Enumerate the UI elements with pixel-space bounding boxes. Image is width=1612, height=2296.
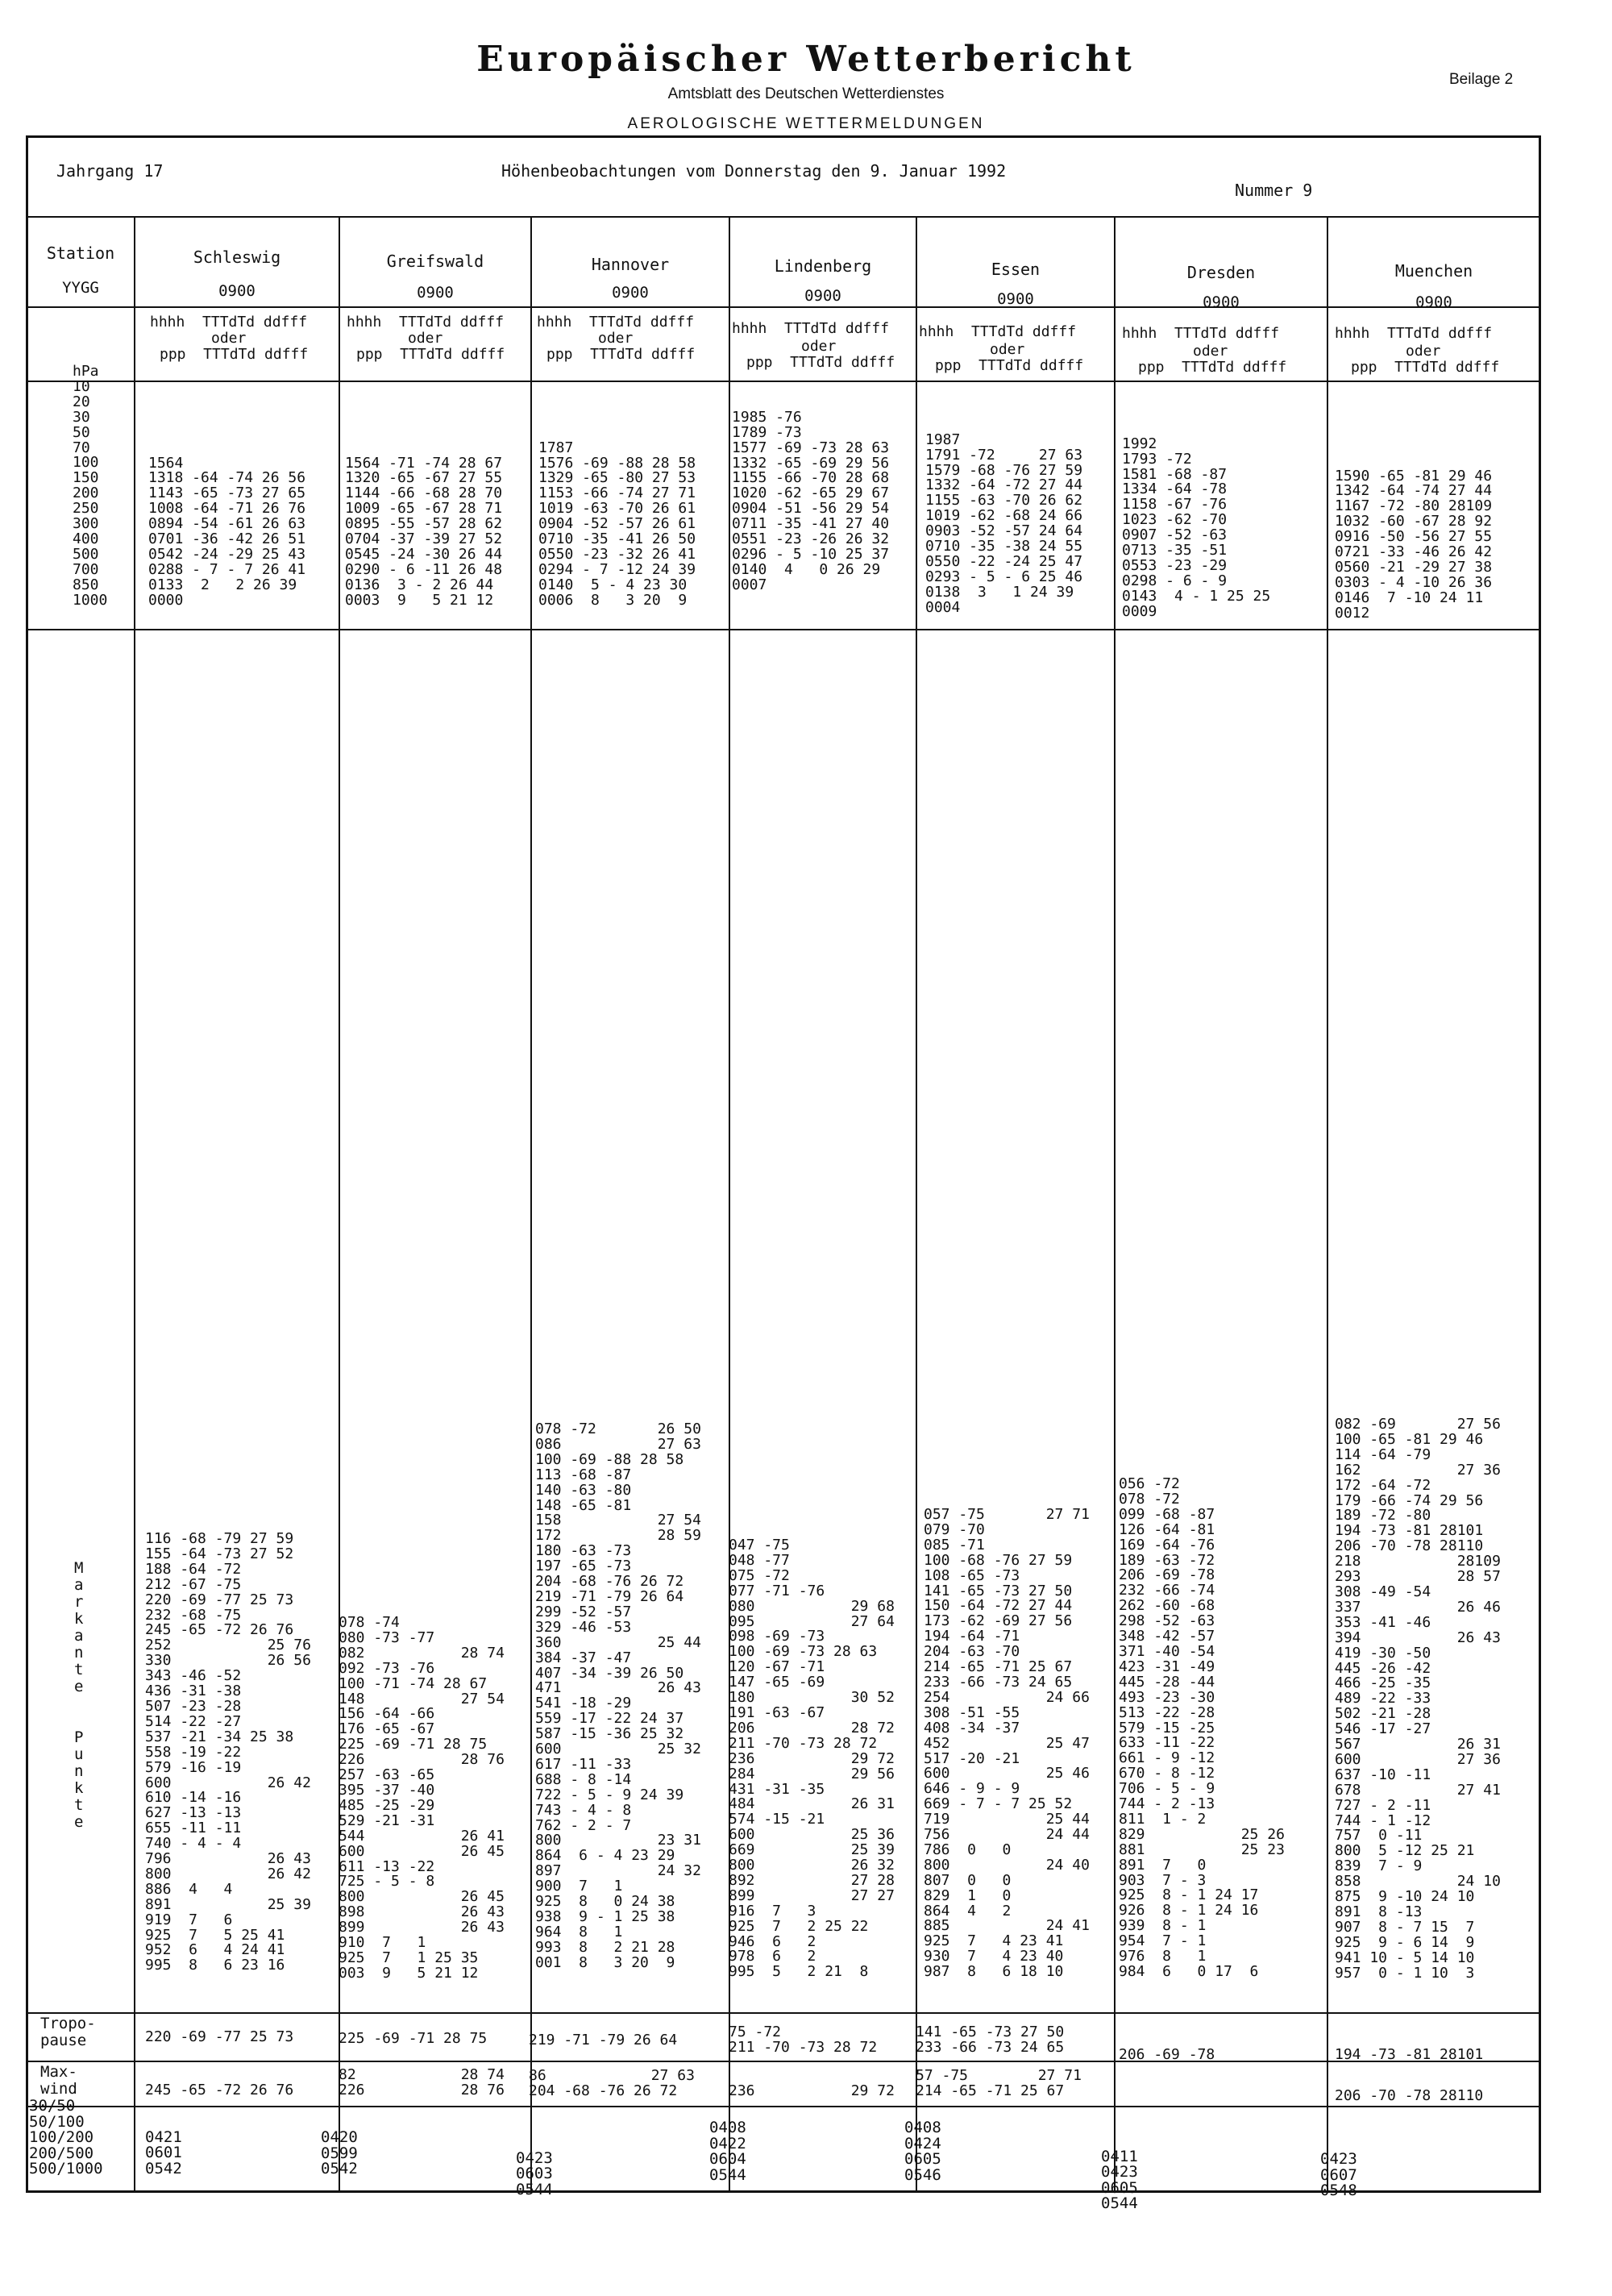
column-header-hhhh: hhhh TTTdTd ddfff (1335, 325, 1493, 342)
significant-points: 057 -75 27 71 079 -70 085 -71 100 -68 -76 27 59 108 -65 -73 141 -65 -73 27 50 150 -64 -72 27 44 173 -62 -69 27 56 194 -64 -71 204 -63 -70 214 -65 -71 25 67 233 -66 -73 24 65 254 24 66 308 -51 -55 408 -34 -37 452 25 47 517 -20 -21 600 25 46 646 - 9 - 9 669 - 7 - 7 25 52 719 25 44 756 24 44 786 0 0 800 24 40 807 0 0 829 1 0 864 4 2 885 24 41 925 7 4 23 41 930 7 4 23 40 987 8 6 18 10 (924, 1506, 1090, 1981)
station-name: Hannover (591, 255, 670, 274)
station-name: Dresden (1186, 263, 1256, 282)
significant-points: 116 -68 -79 27 59 155 -64 -73 27 52 188 -64 -72 212 -67 -75 220 -69 -77 25 73 232 -68 -75 245 -65 -72 26 76 252 25 76 330 26 56 343 -46 -52 436 -31 -38 507 -23 -28 514 -22 -27 537 -21 -34 25 38 558 -19 -22 579 -16 -19 600 26 42 610 -14 -16 627 -13 -13 655 -11 -11 740 - 4 - 4 796 26 43 800 26 42 886 4 4 891 25 39 919 7 6 925 7 5 25 41 952 6 4 24 41 995 8 6 23 16 (145, 1530, 311, 1974)
standard-levels: 1564 1318 -64 -74 26 56 1143 -65 -73 27 65 1008 -64 -71 26 76 0894 -54 -61 26 63 0701 -36 -42 26 51 0542 -24 -29 25 43 0288 - 7 - 7 26 41 0133 2 2 26 39 0000 (148, 454, 306, 609)
column-header-ppp: ppp TTTdTd ddfff (1138, 359, 1287, 376)
column-header-hhhh: hhhh TTTdTd ddfff (732, 320, 890, 337)
column-header-ppp: ppp TTTdTd ddfff (746, 354, 895, 371)
column-header-hhhh: hhhh TTTdTd ddfff (347, 314, 505, 331)
shear-data: 0408 0422 0604 0544 (709, 2119, 746, 2184)
station-name: Schleswig (193, 247, 281, 267)
observation-heading: Höhenbeobachtungen vom Donnerstag den 9. Januar 1992 (501, 161, 1007, 181)
station-name: Essen (991, 260, 1041, 279)
shear-data: 0423 0603 0544 (516, 2148, 553, 2198)
column-header-hhhh: hhhh TTTdTd ddfff (150, 314, 308, 331)
tropopause-data: 194 -73 -81 28101 (1335, 2046, 1484, 2063)
markante-punkte-label: M a r k a n t e P u n k t e (74, 1559, 84, 1831)
significant-points: 082 -69 27 56 100 -65 -81 29 46 114 -64 -79 162 27 36 172 -64 -72 179 -66 -74 29 56 189 -72 -80 194 -73 -81 28101 206 -70 -78 28110 218 28109 293 28 57 308 -49 -54 337 26 46 353 -41 -46 394 26 43 419 -30 -50 445 -26 -42 466 -25 -35 489 -22 -33 502 -21 -28 546 -17 -27 567 26 31 600 27 36 637 -10 -11 678 27 41 727 - 2 -11 744 - 1 -12 757 0 -11 800 5 -12 25 21 839 7 - 9 858 24 10 875 9 -10 24 10 891 8 -13 907 8 - 7 15 7 925 9 - 6 14 9 941 10 - 5 14 10 957 0 - 1 10 3 (1335, 1416, 1501, 1982)
column-header-ppp: ppp TTTdTd ddfff (935, 357, 1084, 374)
rule-info (26, 216, 1541, 218)
station-name: Lindenberg (774, 256, 872, 276)
column-header-oder: oder (211, 330, 247, 347)
shear-label: 30/50 50/100 100/200 200/500 500/1000 (29, 2097, 103, 2177)
significant-points: 047 -75 048 -77 075 -72 077 -71 -76 080 29 68 095 27 64 098 -69 -73 100 -69 -73 28 63 120 -67 -71 147 -65 -69 180 30 52 191 -63 -67 206 28 72 211 -70 -73 28 72 236 29 72 284 29 56 431 -31 -35 484 26 31 574 -15 -21 600 25 36 669 25 39 800 26 32 892 27 28 899 27 27 916 7 3 925 7 2 25 22 946 6 2 978 6 2 995 5 2 21 8 (729, 1537, 895, 1981)
column-header-oder: oder (990, 341, 1025, 358)
divider-col-6 (1114, 216, 1116, 2193)
column-header-ppp: ppp TTTdTd ddfff (160, 346, 309, 363)
column-header-ppp: ppp TTTdTd ddfff (1351, 359, 1500, 376)
rule-standard-levels (26, 629, 1541, 630)
divider-col-7 (1327, 216, 1328, 2193)
tropopause-data: 225 -69 -71 28 75 (339, 2030, 488, 2047)
hpa-levels: hPa 10 20 30 50 70 100 150 200 250 300 400 500 700 850 1000 (73, 363, 108, 609)
tropopause-data: 219 -71 -79 26 64 (529, 2032, 678, 2049)
station-name: Muenchen (1394, 261, 1473, 281)
divider-col-5 (916, 216, 917, 2193)
column-header-oder: oder (1406, 343, 1441, 360)
maxwind-data: 82 28 74 226 28 76 (339, 2066, 505, 2098)
maxwind-data: 57 -75 27 71 214 -65 -71 25 67 (916, 2067, 1082, 2099)
maxwind-label: Max- wind (40, 2063, 77, 2098)
column-header-oder: oder (598, 330, 634, 347)
significant-points: 078 -72 26 50 086 27 63 100 -69 -88 28 58 113 -68 -87 140 -63 -80 148 -65 -81 158 27 54 172 28 59 180 -63 -73 197 -65 -73 204 -68 -76 26 72 219 -71 -79 26 64 299 -52 -57 329 -46 -53 360 25 44 384 -37 -47 407 -34 -39 26 50 471 26 43 541 -18 -29 559 -17 -22 24 37 587 -15 -36 25 32 600 25 32 617 -11 -33 688 - 8 -14 722 - 5 - 9 24 39 743 - 4 - 8 762 - 2 - 7 800 23 31 864 6 - 4 23 29 897 24 32 900 7 1 925 8 0 24 38 938 9 - 1 25 38 964 8 1 993 8 2 21 28 001 8 3 20 9 (535, 1420, 701, 1971)
tropopause-data: 75 -72 211 -70 -73 28 72 (729, 2024, 878, 2056)
column-header-oder: oder (408, 330, 443, 347)
tropopause-label: Tropo- pause (40, 2015, 96, 2049)
column-header-hhhh: hhhh TTTdTd ddfff (537, 314, 695, 331)
tropopause-data: 141 -65 -73 27 50 233 -66 -73 24 65 (916, 2024, 1065, 2056)
divider-col-3 (530, 216, 532, 2193)
column-header-oder: oder (1193, 343, 1228, 360)
significant-points: 078 -74 080 -73 -77 082 28 74 092 -73 -76 100 -71 -74 28 67 148 27 54 156 -64 -66 176 -65 -67 225 -69 -71 28 75 226 28 76 257 -63 -65 395 -37 -40 485 -25 -29 529 -21 -31 544 26 41 600 26 45 611 -13 -22 725 - 5 - 8 800 26 45 898 26 43 899 26 43 910 7 1 925 7 1 25 35 003 9 5 21 12 (339, 1614, 505, 1982)
yygg-label: YYGG (62, 279, 99, 297)
station-time: 0900 (804, 287, 841, 305)
shear-data: 0423 0607 0548 (1320, 2150, 1357, 2199)
standard-levels: 1985 -76 1789 -73 1577 -69 -73 28 63 1332 -65 -69 29 56 1155 -66 -70 28 68 1020 -62 -65 29 67 0904 -51 -56 29 54 0711 -35 -41 27 40 0551 -23 -26 26 32 0296 - 5 -10 25 37 0140 4 0 26 29 0007 (732, 408, 890, 593)
page-title: Europäischer Wetterbericht (476, 39, 1136, 80)
tropopause-data: 206 -69 -78 (1119, 2046, 1215, 2063)
jahrgang-label: Jahrgang 17 (56, 161, 164, 181)
column-header-hhhh: hhhh TTTdTd ddfff (919, 323, 1077, 340)
section-title: AEROLOGISCHE WETTERMELDUNGEN (627, 115, 985, 132)
rule-significant-points (26, 2012, 1541, 2014)
station-time: 0900 (1203, 293, 1240, 311)
supplement-label: Beilage 2 (1449, 71, 1514, 88)
issue-number: Nummer 9 (1235, 181, 1313, 200)
station-name: Greifswald (386, 252, 484, 271)
maxwind-data: 206 -70 -78 28110 (1335, 2086, 1484, 2104)
page-subtitle: Amtsblatt des Deutschen Wetterdienstes (667, 85, 945, 102)
column-header-hhhh: hhhh TTTdTd ddfff (1122, 325, 1280, 342)
standard-levels: 1590 -65 -81 29 46 1342 -64 -74 27 44 1167 -72 -80 28109 1032 -60 -67 28 92 0916 -50 -56 27 55 0721 -33 -46 26 42 0560 -21 -29 27 38 0303 - 4 -10 26 36 0146 7 -10 24 11 0012 (1335, 467, 1493, 622)
maxwind-data: 236 29 72 (729, 2082, 895, 2099)
standard-levels: 1787 1576 -69 -88 28 58 1329 -65 -80 27 53 1153 -66 -74 27 71 1019 -63 -70 26 61 0904 -52 -57 26 61 0710 -35 -41 26 50 0550 -23 -32 26 41 0294 - 7 -12 24 39 0140 5 - 4 23 30 0006 8 3 20 9 (538, 439, 696, 609)
shear-data: 0420 0599 0542 (321, 2128, 358, 2177)
shear-data: 0421 0601 0542 (145, 2128, 182, 2177)
rule-tropopause (26, 2061, 1541, 2062)
shear-data: 0411 0423 0605 0544 (1101, 2147, 1138, 2212)
standard-levels: 1992 1793 -72 1581 -68 -87 1334 -64 -78 1158 -67 -76 1023 -62 -70 0907 -52 -63 0713 -35 -51 0553 -23 -29 0298 - 6 - 9 0143 4 - 1 25 25 0009 (1122, 435, 1271, 620)
column-header-ppp: ppp TTTdTd ddfff (546, 346, 696, 363)
station-time: 0900 (1415, 293, 1452, 311)
significant-points: 056 -72 078 -72 099 -68 -87 126 -64 -81 169 -64 -76 189 -63 -72 206 -69 -78 232 -66 -74 262 -60 -68 298 -52 -63 348 -42 -57 371 -40 -54 423 -31 -49 445 -28 -44 493 -23 -30 513 -22 -28 579 -15 -25 633 -11 -22 661 - 9 -12 670 - 8 -12 706 - 5 - 9 744 - 2 -13 811 1 - 2 829 25 26 881 25 23 891 7 0 903 7 - 3 925 8 - 1 24 17 926 8 - 1 24 16 939 8 - 1 954 7 - 1 976 8 1 984 6 0 17 6 (1119, 1475, 1285, 1980)
station-time: 0900 (417, 284, 454, 302)
maxwind-data: 245 -65 -72 26 76 (145, 2082, 294, 2098)
column-header-ppp: ppp TTTdTd ddfff (356, 346, 505, 363)
station-time: 0900 (997, 290, 1034, 308)
station-label: Station (46, 243, 115, 263)
tropopause-data: 220 -69 -77 25 73 (145, 2028, 294, 2045)
maxwind-data: 86 27 63 204 -68 -76 26 72 (529, 2067, 695, 2099)
station-time: 0900 (218, 282, 256, 300)
shear-data: 0408 0424 0605 0546 (904, 2119, 941, 2184)
station-time: 0900 (612, 284, 649, 302)
standard-levels: 1564 -71 -74 28 67 1320 -65 -67 27 55 1144 -66 -68 28 70 1009 -65 -67 28 71 0895 -55 -57 28 62 0704 -37 -39 27 52 0545 -24 -30 26 44 0290 - 6 -11 26 48 0136 3 - 2 26 44 0003 9 5 21 12 (345, 454, 503, 609)
rule-maxwind (26, 2106, 1541, 2107)
standard-levels: 1987 1791 -72 27 63 1579 -68 -76 27 59 1332 -64 -72 27 44 1155 -63 -70 26 62 1019 -62 -68 24 66 0903 -52 -57 24 64 0710 -35 -38 24 55 0550 -22 -24 25 47 0293 - 5 - 6 25 46 0138 3 1 24 39 0004 (925, 430, 1083, 616)
column-header-oder: oder (801, 338, 837, 355)
divider-col-1 (134, 216, 135, 2193)
